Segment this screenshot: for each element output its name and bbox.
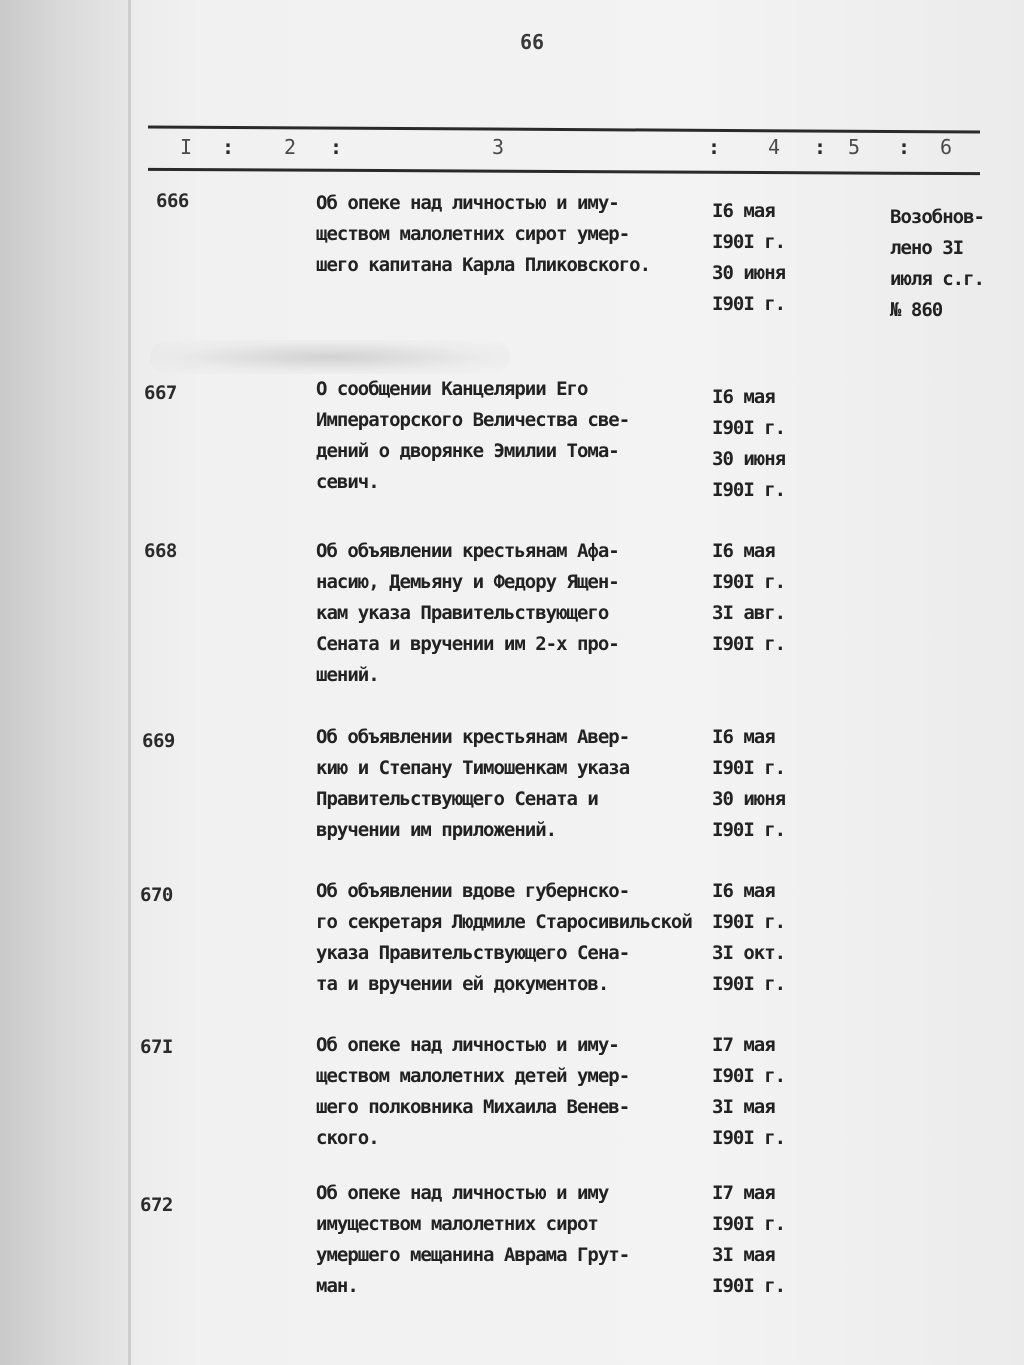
- entry-title: Об опеке над личностью и иму имуществом малолетних сирот умершего мещанина Аврама Грут- ман.: [316, 1182, 630, 1297]
- column-separator: :: [222, 135, 235, 159]
- page-fold: [128, 0, 131, 1365]
- page-number: 66: [520, 30, 545, 54]
- entry-title: Об объявлении крестьянам Афа- насию, Демьяну и Федору Ящен- кам указа Правительствующего Сената и вручении им 2-х про- шений.: [316, 540, 619, 686]
- entry-number: 666: [156, 190, 189, 212]
- table-header-bottom-rule: [148, 168, 980, 175]
- column-separator: :: [898, 135, 911, 159]
- column-separator: :: [708, 135, 721, 159]
- column-header-3: 3: [492, 135, 505, 159]
- entry-title: Об объявлении вдове губернско- го секретаря Людмиле Старосивильской указа Правительствующего Сена- та и вручении ей документов.: [316, 880, 692, 995]
- entry-note: Возобнов- лено 3I июля с.г. № 860: [890, 206, 984, 321]
- column-separator: :: [814, 135, 827, 159]
- entry-number: 672: [140, 1194, 173, 1216]
- entry-dates: I6 мая I90I г. 30 июня I90I г.: [712, 726, 786, 841]
- column-header-6: 6: [940, 135, 953, 159]
- column-header-2: 2: [284, 135, 297, 159]
- entry-dates: I7 мая I90I г. 3I мая I90I г.: [712, 1034, 786, 1149]
- entry-number: 67I: [140, 1036, 173, 1058]
- entry-number: 667: [144, 382, 177, 404]
- column-separator: :: [330, 135, 343, 159]
- ink-smudge: [150, 340, 510, 374]
- entry-dates: I6 мая I90I г. 3I авг. I90I г.: [712, 540, 786, 655]
- entry-dates: I6 мая I90I г. 30 июня I90I г.: [712, 386, 786, 501]
- entry-number: 670: [140, 884, 173, 906]
- entry-title: Об опеке над личностью и иму- ществом малолетних детей умер- шего полковника Михаила Венев- ского.: [316, 1034, 630, 1149]
- entry-dates: I6 мая I90I г. 3I окт. I90I г.: [712, 880, 786, 995]
- table-header-top-rule: [148, 125, 980, 133]
- column-header-5: 5: [848, 135, 861, 159]
- column-header-1: I: [180, 135, 193, 159]
- entry-title: О сообщении Канцелярии Его Императорского Величества све- дений о дворянке Эмилии Тома- севич.: [316, 378, 630, 493]
- entry-dates: I7 мая I90I г. 3I мая I90I г.: [712, 1182, 786, 1297]
- column-header-4: 4: [768, 135, 781, 159]
- entry-title: Об объявлении крестьянам Авер- кию и Степану Тимошенкам указа Правительствующего Сената и вручении им приложений.: [316, 726, 630, 841]
- entry-number: 669: [142, 730, 175, 752]
- entry-title: Об опеке над личностью и иму- ществом малолетних сирот умер- шего капитана Карла Пликовского.: [316, 192, 651, 276]
- entry-dates: I6 мая I90I г. 30 июня I90I г.: [712, 200, 786, 315]
- entry-number: 668: [144, 540, 177, 562]
